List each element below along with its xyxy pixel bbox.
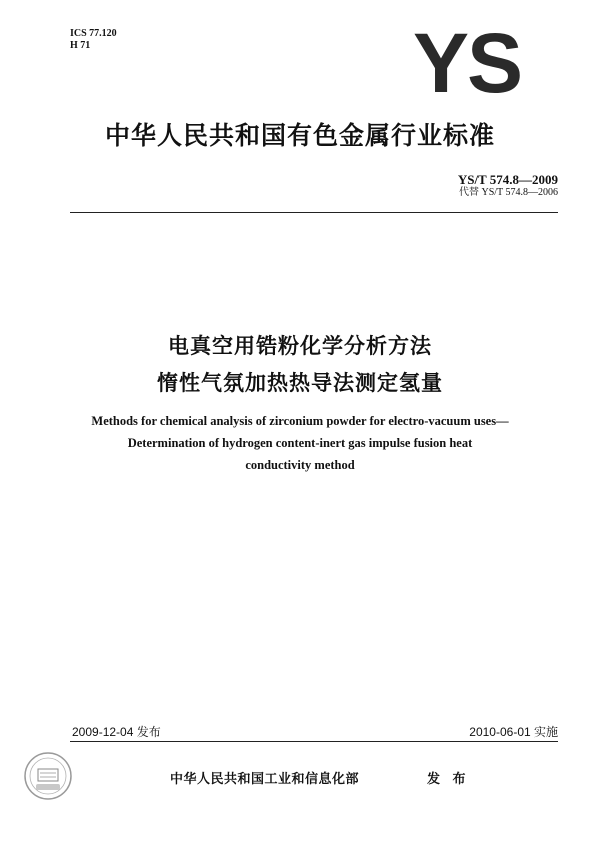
- issue-date: 2009-12-04 发布: [72, 725, 161, 739]
- top-rule: [70, 212, 558, 213]
- issue-label: 发 布: [427, 772, 470, 787]
- standard-number: YS/T 574.8—2009: [457, 172, 558, 187]
- ics-code: ICS 77.120: [70, 28, 117, 39]
- english-title-line3: conductivity method: [245, 458, 355, 472]
- english-title-line1: Methods for chemical analysis of zirconium powder for electro-vacuum uses—: [91, 414, 509, 428]
- classification-codes: [70, 28, 117, 52]
- issuing-authority: 中华人民共和国工业和信息化部: [170, 772, 360, 787]
- chinese-title-line1: 电真空用锆粉化学分析方法: [168, 334, 432, 358]
- ys-logo-text: YS: [412, 26, 522, 98]
- implementation-date: 2010-06-01 实施: [469, 725, 558, 739]
- replaces-standard: 代替 YS/T 574.8—2006: [459, 187, 558, 198]
- ccs-code: H 71: [70, 40, 91, 51]
- english-title-line2: Determination of hydrogen content-inert gas impulse fusion heat: [127, 436, 473, 450]
- certification-seal-icon: [22, 750, 74, 802]
- chinese-title-line2: 惰性气氛加热热导法测定氢量: [157, 371, 443, 395]
- ys-logo: [405, 26, 530, 98]
- english-title: [55, 410, 545, 476]
- header-title: 中华人民共和国有色金属行业标准: [104, 121, 495, 150]
- standard-number-block: [458, 172, 558, 199]
- bottom-rule: [70, 741, 558, 742]
